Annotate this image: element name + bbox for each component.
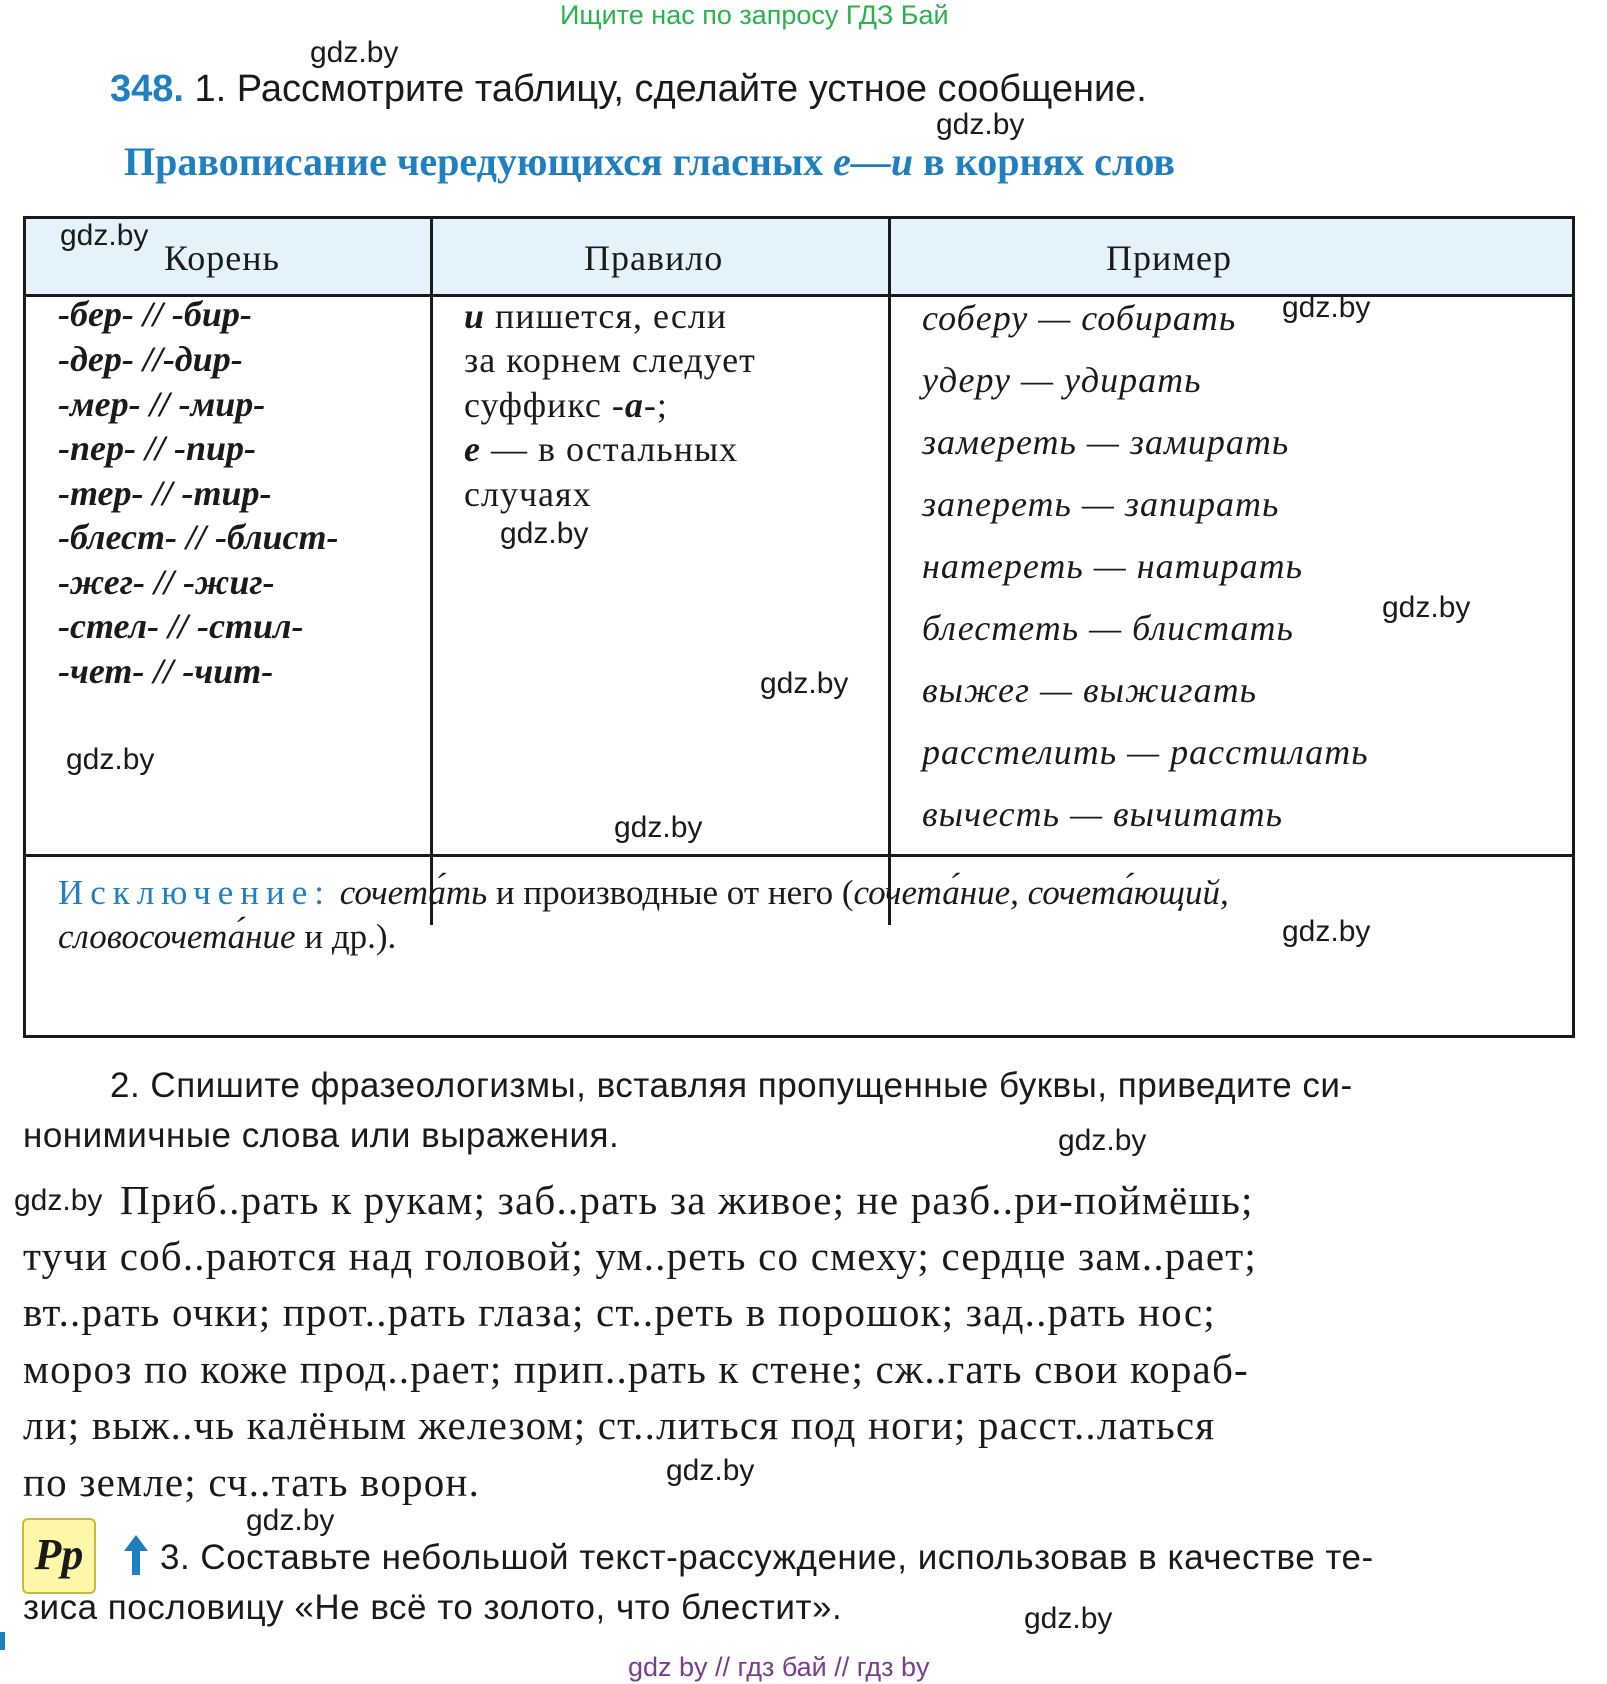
part2-line1: 2. Спишите фразеологизмы, вставляя пропущенные буквы, приведите си- (110, 1066, 1353, 1105)
watermark: gdz.by (1282, 915, 1371, 948)
exercise-line: мороз по коже прод..рает; прип..рать к стене; сж..гать свои кораб- (23, 1346, 1249, 1392)
watermark: gdz.by (936, 108, 1025, 141)
watermark: gdz.by (60, 219, 149, 252)
part3-line1: 3. Составьте небольшой текст-рассуждение, использовав в качестве те- (160, 1538, 1374, 1577)
rule-line (464, 384, 668, 426)
table-title-start: Правописание чередующихся гласных (124, 139, 834, 184)
task-number: 348. (110, 68, 184, 110)
column-divider (888, 219, 891, 925)
row-divider (26, 854, 1572, 857)
watermark: gdz.by (246, 1504, 335, 1537)
exception-text: и производные от него ( (487, 873, 854, 912)
example-pair: соберу — собирать (922, 298, 1237, 338)
root-item: -тер- // -тир- (58, 473, 272, 513)
root-item: -чет- // -чит- (58, 651, 274, 691)
root-item: -стел- // -стил- (58, 606, 304, 646)
table-title-end: в корнях слов (913, 139, 1175, 184)
example-pair: удеру — удирать (922, 360, 1202, 400)
exception-derived: словосочета́ние (58, 917, 296, 956)
part2-line2: нонимичные слова или выражения. (23, 1116, 620, 1155)
rule-text: — в остальных (480, 429, 739, 469)
speech-development-badge: Рр (22, 1518, 96, 1594)
watermark: gdz.by (614, 811, 703, 844)
exercise-line: вт..рать очки; прот..рать глаза; ст..реть в порошок; зад..рать нос; (23, 1289, 1216, 1335)
watermark: gdz.by (666, 1454, 755, 1487)
root-item: -дер- //-дир- (58, 339, 243, 379)
task-part1: 1. Рассмотрите таблицу, сделайте устное сообщение. (194, 68, 1147, 110)
example-pair: блестеть — блистать (922, 608, 1294, 648)
table-title (124, 138, 1175, 185)
rule-line (464, 295, 727, 337)
footer-links[interactable]: gdz by // гдз бай // гдз by (628, 1652, 930, 1682)
example-pair: натереть — натирать (922, 546, 1303, 586)
rule-text: пишется, если (485, 296, 728, 336)
watermark: gdz.by (1382, 591, 1471, 624)
rule-letter-e: е (464, 429, 481, 469)
root-item: -бер- // -бир- (58, 294, 252, 334)
example-pair: вычесть — вычитать (922, 794, 1284, 834)
watermark: gdz.by (66, 743, 155, 776)
exercise-line: Приб..рать к рукам; заб..рать за живое; не разб..ри-поймёшь; (120, 1177, 1254, 1223)
rule-line (464, 428, 738, 470)
table-title-letters: е—и (833, 139, 914, 184)
watermark: gdz.by (500, 517, 589, 550)
watermark: gdz.by (1282, 291, 1371, 324)
rule-line: за корнем следует (464, 340, 756, 380)
header-rule: Правило (584, 238, 724, 278)
example-pair: замереть — замирать (922, 422, 1290, 462)
example-pair: выжег — выжигать (922, 670, 1257, 710)
root-item: -пер- // -пир- (58, 428, 256, 468)
rule-line: случаях (464, 474, 592, 514)
column-divider (430, 219, 433, 925)
exception-derived: сочета́ние, сочета́ющий, (853, 873, 1229, 912)
task-heading (110, 68, 1147, 111)
rule-text: -; (643, 385, 668, 425)
up-arrow-icon (124, 1535, 148, 1575)
exception-text: и др.). (295, 917, 397, 956)
rule-text: суффикс - (464, 385, 625, 425)
watermark: gdz.by (1024, 1602, 1113, 1635)
top-banner[interactable]: Ищите нас по запросу ГДЗ Бай (560, 0, 949, 30)
example-pair: расстелить — расстилать (922, 732, 1369, 772)
watermark: gdz.by (760, 667, 849, 700)
part3-line2: зиса пословицу «Не всё то золото, что блестит». (23, 1588, 843, 1627)
rules-table (23, 216, 1575, 1038)
exception-line-1 (58, 873, 1229, 913)
rule-suffix: а (624, 385, 644, 425)
header-example: Пример (1106, 238, 1233, 278)
watermark: gdz.by (14, 1184, 103, 1217)
watermark: gdz.by (310, 36, 399, 69)
exercise-line: по земле; сч..тать ворон. (23, 1459, 481, 1505)
watermark: gdz.by (1058, 1124, 1147, 1157)
root-item: -блест- // -блист- (58, 517, 339, 557)
example-pair: запереть — запирать (922, 484, 1280, 524)
exception-word: сочета́ть (339, 873, 488, 912)
exception-label: Исключение: (58, 873, 331, 912)
header-root: Корень (164, 238, 280, 278)
exercise-line: ли; выж..чь калёным железом; ст..литься под ноги; расст..латься (23, 1402, 1216, 1448)
exercise-line: тучи соб..раются над головой; ум..реть со смеху; сердце зам..рает; (23, 1233, 1257, 1279)
root-item: -жег- // -жиг- (58, 562, 275, 602)
root-item: -мер- // -мир- (58, 384, 266, 424)
rule-letter-i: и (464, 296, 486, 336)
page-edge-mark (0, 1632, 5, 1650)
exception-line-2 (58, 917, 396, 957)
